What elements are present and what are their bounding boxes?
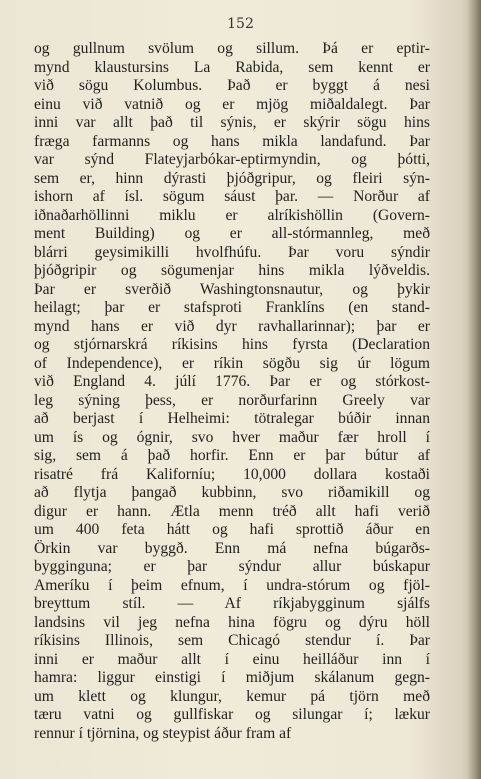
text-line-18: of Independence), er ríkin sögðu sig úr lögum (34, 354, 430, 372)
text-line-37: tæru vatni og gullfiskar og silungar í; lækur (34, 706, 430, 723)
text-line-4: einu við vatnið og er mjög miðaldalegt. Þar (34, 95, 430, 113)
text-line-7: var sýnd Flateyjarbókar-eptirmyndin, og þótti, (34, 151, 430, 168)
text-line-1: og gullnum svölum og sillum. Þá er eptir- (34, 40, 430, 57)
text-line-19: við England 4. júlí 1776. Þar er og stórkost- (34, 373, 430, 390)
text-line-17: og stjórnarskrá ríkisins hins fyrsta (Declaration (34, 336, 430, 353)
text-line-32: landsins vil jeg nefna hina fögru og dýru höll (34, 613, 430, 631)
text-line-2: mynd klaustursins La Rabida, sem kennt er (34, 58, 430, 76)
text-line-27: um 400 feta hátt og hafi sprottið áður en (34, 521, 430, 538)
text-line-3: við sögu Kolumbus. Það er byggt á nesi (34, 77, 430, 94)
text-line-13: þjóðgripir og sögumenjar hins mikla lýðveldis. (34, 262, 430, 279)
text-line-22: um ís og ógnir, svo hver maður fær hroll í (34, 428, 430, 446)
text-line-38: rennur í tjörnina, og steypist áður fram af (34, 724, 292, 742)
text-line-12: blárri geysimikilli hvolfhúfu. Þar voru sýndir (34, 243, 430, 261)
text-line-28: Örkin var byggð. Enn má nefna búgarðs- (34, 539, 430, 557)
text-line-14: Þar er sverðið Washingtonsnautur, og þykir (34, 280, 430, 298)
text-line-23: sig, sem á það horfir. Enn er þar bútur af (34, 447, 430, 464)
text-line-26: digur er hann. Ætla menn tréð allt hafi verið (34, 502, 430, 520)
text-line-29: bygginguna; er þar sýndur allur búskapur (34, 558, 430, 575)
body-text (34, 40, 430, 743)
text-line-9: ishorn af ísl. sögum sáust þar. — Norður af (34, 188, 430, 205)
text-line-10: iðnaðarhöllinni miklu er alríkishöllin (Govern- (34, 206, 430, 224)
page-edge-shadow (467, 0, 481, 779)
text-line-36: um klett og klungur, kemur pá tjörn með (34, 687, 430, 705)
text-line-8: sem er, hinn dýrasti þjóðgripur, og fleiri sýn- (34, 169, 430, 187)
text-line-33: ríkisins Illinois, sem Chicagó stendur í. Þar (34, 632, 430, 649)
text-line-35: hamra: liggur einstigi í miðjum skálanum gegn- (34, 669, 430, 686)
text-line-16: mynd hans er við dyr ravhallarinnar); þar er (34, 317, 430, 335)
text-line-6: fræga farmanns og hans mikla landafund. Þar (34, 132, 430, 150)
text-line-11: ment Building) og er all-stórmannleg, með (34, 225, 430, 242)
text-line-30: Ameríku í þeim efnum, í undra-stórum og fjöl- (34, 576, 430, 594)
text-line-20: leg sýning þess, er norðurfarinn Greely var (34, 391, 430, 409)
text-line-15: heilagt; þar er stafsproti Franklíns (en stand- (34, 299, 430, 316)
text-line-24: risatré frá Kaliforníu; 10,000 dollara kostaði (34, 465, 430, 483)
text-line-25: að flytja þangað kubbinn, svo riðamikill og (34, 484, 430, 501)
text-line-34: inni er maður allt í einu heilláður inn í (34, 650, 430, 668)
text-line-31: breyttum stíl. — Af ríkjabygginum sjálfs (34, 595, 430, 612)
page-number: 152 (227, 16, 254, 32)
text-line-21: að berjast í Helheimi: tötralegar búðir innan (34, 410, 430, 427)
text-line-5: inni var allt það til sýnis, er skýrir sögu hins (34, 114, 430, 131)
